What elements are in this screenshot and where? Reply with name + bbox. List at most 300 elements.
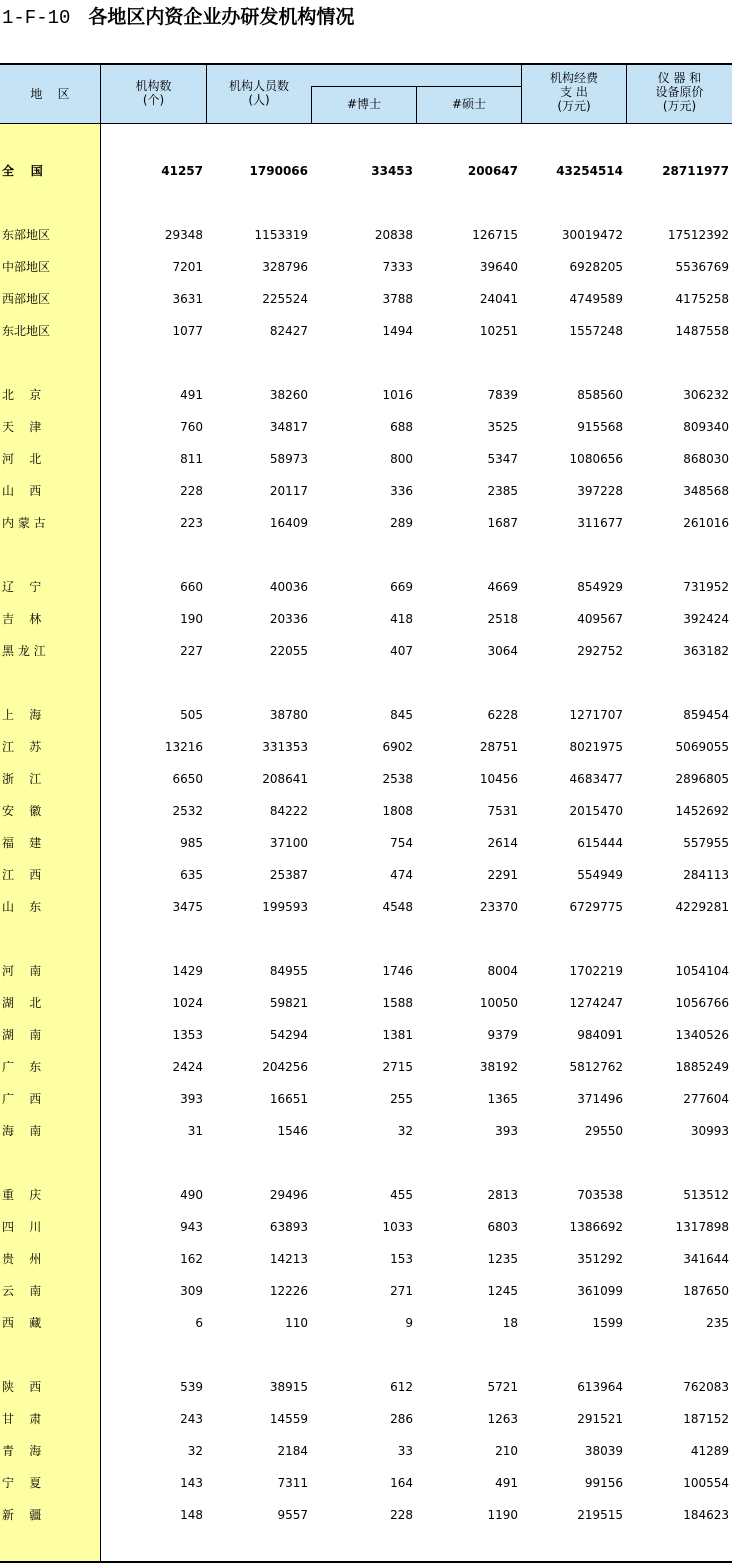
institutions-cell: 143 (180, 1476, 203, 1490)
phd-cell: 336 (390, 484, 413, 498)
institutions-cell: 505 (180, 708, 203, 722)
header-divider (626, 65, 627, 123)
institutions-cell: 227 (180, 644, 203, 658)
table-row (0, 1217, 732, 1237)
phd-cell: 228 (390, 1508, 413, 1522)
table-row (0, 513, 732, 533)
expenditure-cell: 4683477 (569, 772, 623, 786)
table-code: 1-F-10 (2, 7, 71, 29)
equipment-cell: 348568 (683, 484, 729, 498)
equipment-cell: 1885249 (675, 1060, 729, 1074)
institutions-cell: 1429 (172, 964, 203, 978)
region-name: 海 南 (2, 1124, 42, 1138)
expenditure-cell: 292752 (577, 644, 623, 658)
personnel-cell: 9557 (277, 1508, 308, 1522)
expenditure-cell: 99156 (584, 1476, 623, 1490)
region-name: 东北地区 (2, 324, 51, 338)
table-row (0, 801, 732, 821)
masters-cell: 1263 (487, 1412, 518, 1426)
personnel-cell: 38780 (269, 708, 308, 722)
personnel-cell: 208641 (262, 772, 308, 786)
header-personnel: 机构人员数 (人) (228, 79, 289, 107)
equipment-cell: 187152 (683, 1412, 729, 1426)
region-name: 甘 肃 (2, 1412, 42, 1426)
expenditure-cell: 29550 (584, 1124, 623, 1138)
phd-cell: 688 (390, 420, 413, 434)
bottom-rule (0, 1561, 732, 1563)
phd-cell: 1746 (382, 964, 413, 978)
region-name: 江 西 (2, 868, 42, 882)
table-row (0, 161, 732, 181)
personnel-cell: 84955 (269, 964, 308, 978)
institutions-cell: 3631 (172, 292, 203, 306)
masters-cell: 1190 (487, 1508, 518, 1522)
region-name: 新 疆 (2, 1508, 42, 1522)
personnel-cell: 22055 (269, 644, 308, 658)
equipment-cell: 1056766 (675, 996, 729, 1010)
equipment-cell: 1487558 (675, 324, 729, 338)
institutions-cell: 1353 (172, 1028, 203, 1042)
masters-cell: 24041 (479, 292, 518, 306)
region-name: 上 海 (2, 708, 42, 722)
masters-cell: 6803 (487, 1220, 518, 1234)
region-name: 山 西 (2, 484, 42, 498)
expenditure-cell: 5812762 (569, 1060, 623, 1074)
masters-cell: 5721 (487, 1380, 518, 1394)
expenditure-cell: 1271707 (569, 708, 623, 722)
institutions-cell: 3475 (172, 900, 203, 914)
institutions-cell: 32 (187, 1444, 203, 1458)
institutions-cell: 393 (180, 1092, 203, 1106)
personnel-cell: 331353 (262, 740, 308, 754)
masters-cell: 1235 (487, 1252, 518, 1266)
masters-cell: 3525 (487, 420, 518, 434)
phd-cell: 153 (390, 1252, 413, 1266)
region-name: 四 川 (2, 1220, 42, 1234)
table-row (0, 1057, 732, 1077)
personnel-cell: 199593 (262, 900, 308, 914)
personnel-cell: 38260 (269, 388, 308, 402)
table-row (0, 1377, 732, 1397)
equipment-cell: 557955 (683, 836, 729, 850)
expenditure-cell: 38039 (584, 1444, 623, 1458)
phd-cell: 164 (390, 1476, 413, 1490)
equipment-cell: 4175258 (675, 292, 729, 306)
data-table (0, 63, 732, 1563)
phd-cell: 1588 (382, 996, 413, 1010)
equipment-cell: 30993 (690, 1124, 729, 1138)
expenditure-cell: 397228 (577, 484, 623, 498)
region-name: 河 北 (2, 452, 42, 466)
header-masters: #硕士 (451, 97, 487, 111)
masters-cell: 5347 (487, 452, 518, 466)
masters-cell: 18 (502, 1316, 518, 1330)
institutions-cell: 490 (180, 1188, 203, 1202)
phd-cell: 754 (390, 836, 413, 850)
institutions-cell: 6 (195, 1316, 203, 1330)
personnel-cell: 110 (285, 1316, 308, 1330)
institutions-cell: 1024 (172, 996, 203, 1010)
institutions-cell: 13216 (164, 740, 203, 754)
masters-cell: 200647 (467, 164, 518, 178)
expenditure-cell: 854929 (577, 580, 623, 594)
masters-cell: 10456 (479, 772, 518, 786)
phd-cell: 800 (390, 452, 413, 466)
phd-cell: 2538 (382, 772, 413, 786)
region-name: 云 南 (2, 1284, 42, 1298)
personnel-cell: 38915 (269, 1380, 308, 1394)
table-row (0, 1089, 732, 1109)
expenditure-cell: 6928205 (569, 260, 623, 274)
table-row (0, 1473, 732, 1493)
table-row (0, 481, 732, 501)
expenditure-cell: 4749589 (569, 292, 623, 306)
personnel-cell: 12226 (269, 1284, 308, 1298)
personnel-cell: 20336 (269, 612, 308, 626)
expenditure-cell: 291521 (577, 1412, 623, 1426)
expenditure-cell: 984091 (577, 1028, 623, 1042)
region-name: 西 藏 (2, 1316, 42, 1330)
equipment-cell: 5069055 (675, 740, 729, 754)
table-row (0, 769, 732, 789)
personnel-cell: 16409 (269, 516, 308, 530)
personnel-cell: 84222 (269, 804, 308, 818)
region-name: 湖 南 (2, 1028, 42, 1042)
masters-cell: 10050 (479, 996, 518, 1010)
phd-cell: 7333 (382, 260, 413, 274)
region-name: 吉 林 (2, 612, 42, 626)
phd-cell: 418 (390, 612, 413, 626)
equipment-cell: 187650 (683, 1284, 729, 1298)
region-name: 黑 龙 江 (2, 644, 46, 658)
institutions-cell: 2424 (172, 1060, 203, 1074)
phd-cell: 1808 (382, 804, 413, 818)
region-name: 东部地区 (2, 228, 51, 242)
table-title (2, 4, 354, 31)
expenditure-cell: 703538 (577, 1188, 623, 1202)
phd-cell: 32 (397, 1124, 413, 1138)
personnel-cell: 20117 (269, 484, 308, 498)
table-row (0, 1505, 732, 1525)
expenditure-cell: 409567 (577, 612, 623, 626)
expenditure-cell: 361099 (577, 1284, 623, 1298)
masters-cell: 38192 (479, 1060, 518, 1074)
header-subrule (311, 86, 521, 87)
institutions-cell: 29348 (164, 228, 203, 242)
table-row (0, 1249, 732, 1269)
masters-cell: 1365 (487, 1092, 518, 1106)
phd-cell: 845 (390, 708, 413, 722)
phd-cell: 612 (390, 1380, 413, 1394)
institutions-cell: 2532 (172, 804, 203, 818)
institutions-cell: 162 (180, 1252, 203, 1266)
institutions-cell: 943 (180, 1220, 203, 1234)
table-row (0, 1121, 732, 1141)
table-row (0, 289, 732, 309)
equipment-cell: 17512392 (667, 228, 729, 242)
institutions-cell: 243 (180, 1412, 203, 1426)
region-name: 辽 宁 (2, 580, 42, 594)
table-title-text: 各地区内资企业办研发机构情况 (88, 6, 355, 28)
expenditure-cell: 2015470 (569, 804, 623, 818)
header-expenditure: 机构经费 支 出 (万元) (549, 71, 598, 113)
region-name: 陕 西 (2, 1380, 42, 1394)
masters-cell: 39640 (479, 260, 518, 274)
region-name: 西部地区 (2, 292, 51, 306)
equipment-cell: 41289 (690, 1444, 729, 1458)
masters-cell: 126715 (472, 228, 518, 242)
phd-cell: 669 (390, 580, 413, 594)
institutions-cell: 6650 (172, 772, 203, 786)
header-divider (206, 65, 207, 123)
phd-cell: 1494 (382, 324, 413, 338)
phd-cell: 9 (405, 1316, 413, 1330)
phd-cell: 1381 (382, 1028, 413, 1042)
equipment-cell: 1340526 (675, 1028, 729, 1042)
personnel-cell: 37100 (269, 836, 308, 850)
expenditure-cell: 858560 (577, 388, 623, 402)
institutions-cell: 148 (180, 1508, 203, 1522)
masters-cell: 2614 (487, 836, 518, 850)
masters-cell: 393 (495, 1124, 518, 1138)
table-row (0, 385, 732, 405)
personnel-cell: 1546 (277, 1124, 308, 1138)
header-region: 地 区 (30, 87, 70, 101)
expenditure-cell: 1274247 (569, 996, 623, 1010)
personnel-cell: 40036 (269, 580, 308, 594)
personnel-cell: 59821 (269, 996, 308, 1010)
region-name: 浙 江 (2, 772, 42, 786)
personnel-cell: 29496 (269, 1188, 308, 1202)
table-row (0, 225, 732, 245)
equipment-cell: 513512 (683, 1188, 729, 1202)
equipment-cell: 809340 (683, 420, 729, 434)
table-row (0, 641, 732, 661)
region-name: 江 苏 (2, 740, 42, 754)
masters-cell: 23370 (479, 900, 518, 914)
expenditure-cell: 1080656 (569, 452, 623, 466)
masters-cell: 2813 (487, 1188, 518, 1202)
institutions-cell: 228 (180, 484, 203, 498)
equipment-cell: 184623 (683, 1508, 729, 1522)
table-header (0, 65, 732, 123)
region-name: 湖 北 (2, 996, 42, 1010)
equipment-cell: 284113 (683, 868, 729, 882)
header-divider (311, 86, 312, 123)
equipment-cell: 1317898 (675, 1220, 729, 1234)
expenditure-cell: 30019472 (561, 228, 623, 242)
equipment-cell: 4229281 (675, 900, 729, 914)
table-row (0, 705, 732, 725)
header-divider (521, 65, 522, 123)
region-name: 安 徽 (2, 804, 42, 818)
masters-cell: 9379 (487, 1028, 518, 1042)
expenditure-cell: 219515 (577, 1508, 623, 1522)
region-name: 贵 州 (2, 1252, 42, 1266)
phd-cell: 455 (390, 1188, 413, 1202)
region-name: 北 京 (2, 388, 42, 402)
phd-cell: 271 (390, 1284, 413, 1298)
institutions-cell: 985 (180, 836, 203, 850)
personnel-cell: 1790066 (249, 164, 308, 178)
equipment-cell: 235 (706, 1316, 729, 1330)
expenditure-cell: 615444 (577, 836, 623, 850)
institutions-cell: 491 (180, 388, 203, 402)
equipment-cell: 1054104 (675, 964, 729, 978)
expenditure-cell: 613964 (577, 1380, 623, 1394)
personnel-cell: 204256 (262, 1060, 308, 1074)
expenditure-cell: 1386692 (569, 1220, 623, 1234)
table-row (0, 609, 732, 629)
table-row (0, 1025, 732, 1045)
header-bottom-rule (0, 123, 732, 124)
personnel-cell: 63893 (269, 1220, 308, 1234)
institutions-cell: 811 (180, 452, 203, 466)
masters-cell: 2518 (487, 612, 518, 626)
table-row (0, 1441, 732, 1461)
table-row (0, 417, 732, 437)
institutions-cell: 223 (180, 516, 203, 530)
personnel-cell: 25387 (269, 868, 308, 882)
institutions-cell: 31 (187, 1124, 203, 1138)
region-name: 天 津 (2, 420, 42, 434)
expenditure-cell: 1599 (592, 1316, 623, 1330)
masters-cell: 8004 (487, 964, 518, 978)
region-name: 内 蒙 古 (2, 516, 46, 530)
institutions-cell: 1077 (172, 324, 203, 338)
table-row (0, 449, 732, 469)
region-name: 宁 夏 (2, 1476, 42, 1490)
phd-cell: 4548 (382, 900, 413, 914)
expenditure-cell: 8021975 (569, 740, 623, 754)
expenditure-cell: 371496 (577, 1092, 623, 1106)
equipment-cell: 5536769 (675, 260, 729, 274)
personnel-cell: 225524 (262, 292, 308, 306)
table-row (0, 321, 732, 341)
personnel-cell: 54294 (269, 1028, 308, 1042)
table-row (0, 961, 732, 981)
masters-cell: 2291 (487, 868, 518, 882)
expenditure-cell: 351292 (577, 1252, 623, 1266)
region-name: 重 庆 (2, 1188, 42, 1202)
expenditure-cell: 6729775 (569, 900, 623, 914)
region-name: 广 西 (2, 1092, 42, 1106)
masters-cell: 28751 (479, 740, 518, 754)
masters-cell: 7839 (487, 388, 518, 402)
equipment-cell: 306232 (683, 388, 729, 402)
institutions-cell: 190 (180, 612, 203, 626)
masters-cell: 4669 (487, 580, 518, 594)
header-divider (416, 86, 417, 123)
phd-cell: 286 (390, 1412, 413, 1426)
equipment-cell: 2896805 (675, 772, 729, 786)
equipment-cell: 731952 (683, 580, 729, 594)
phd-cell: 474 (390, 868, 413, 882)
personnel-cell: 1153319 (254, 228, 308, 242)
masters-cell: 210 (495, 1444, 518, 1458)
phd-cell: 33453 (371, 164, 413, 178)
masters-cell: 1687 (487, 516, 518, 530)
masters-cell: 7531 (487, 804, 518, 818)
table-row (0, 1185, 732, 1205)
table-row (0, 897, 732, 917)
institutions-cell: 7201 (172, 260, 203, 274)
header-phd: #博士 (346, 97, 382, 111)
table-row (0, 1281, 732, 1301)
table-row (0, 577, 732, 597)
personnel-cell: 82427 (269, 324, 308, 338)
equipment-cell: 28711977 (662, 164, 729, 178)
header-equipment: 仪 器 和 设备原价 (万元) (655, 71, 704, 113)
masters-cell: 10251 (479, 324, 518, 338)
masters-cell: 1245 (487, 1284, 518, 1298)
personnel-cell: 7311 (277, 1476, 308, 1490)
phd-cell: 2715 (382, 1060, 413, 1074)
header-institutions: 机构数 (个) (135, 79, 172, 107)
region-name: 福 建 (2, 836, 42, 850)
region-name: 广 东 (2, 1060, 42, 1074)
institutions-cell: 539 (180, 1380, 203, 1394)
phd-cell: 255 (390, 1092, 413, 1106)
personnel-cell: 14559 (269, 1412, 308, 1426)
header-divider (100, 65, 101, 123)
equipment-cell: 868030 (683, 452, 729, 466)
personnel-cell: 2184 (277, 1444, 308, 1458)
table-row (0, 1409, 732, 1429)
equipment-cell: 261016 (683, 516, 729, 530)
table-row (0, 833, 732, 853)
equipment-cell: 762083 (683, 1380, 729, 1394)
phd-cell: 3788 (382, 292, 413, 306)
phd-cell: 33 (397, 1444, 413, 1458)
institutions-cell: 760 (180, 420, 203, 434)
table-row (0, 1313, 732, 1333)
personnel-cell: 34817 (269, 420, 308, 434)
expenditure-cell: 1702219 (569, 964, 623, 978)
institutions-cell: 660 (180, 580, 203, 594)
expenditure-cell: 43254514 (556, 164, 623, 178)
phd-cell: 1033 (382, 1220, 413, 1234)
phd-cell: 289 (390, 516, 413, 530)
region-name: 中部地区 (2, 260, 51, 274)
expenditure-cell: 554949 (577, 868, 623, 882)
phd-cell: 407 (390, 644, 413, 658)
institutions-cell: 309 (180, 1284, 203, 1298)
masters-cell: 6228 (487, 708, 518, 722)
masters-cell: 491 (495, 1476, 518, 1490)
region-name: 全 国 (2, 164, 43, 178)
phd-cell: 20838 (374, 228, 413, 242)
equipment-cell: 363182 (683, 644, 729, 658)
equipment-cell: 100554 (683, 1476, 729, 1490)
phd-cell: 6902 (382, 740, 413, 754)
region-name: 河 南 (2, 964, 42, 978)
equipment-cell: 341644 (683, 1252, 729, 1266)
institutions-cell: 41257 (161, 164, 203, 178)
institutions-cell: 635 (180, 868, 203, 882)
equipment-cell: 392424 (683, 612, 729, 626)
table-row (0, 257, 732, 277)
equipment-cell: 859454 (683, 708, 729, 722)
masters-cell: 2385 (487, 484, 518, 498)
expenditure-cell: 915568 (577, 420, 623, 434)
region-name: 山 东 (2, 900, 42, 914)
personnel-cell: 58973 (269, 452, 308, 466)
personnel-cell: 328796 (262, 260, 308, 274)
equipment-cell: 1452692 (675, 804, 729, 818)
expenditure-cell: 1557248 (569, 324, 623, 338)
phd-cell: 1016 (382, 388, 413, 402)
